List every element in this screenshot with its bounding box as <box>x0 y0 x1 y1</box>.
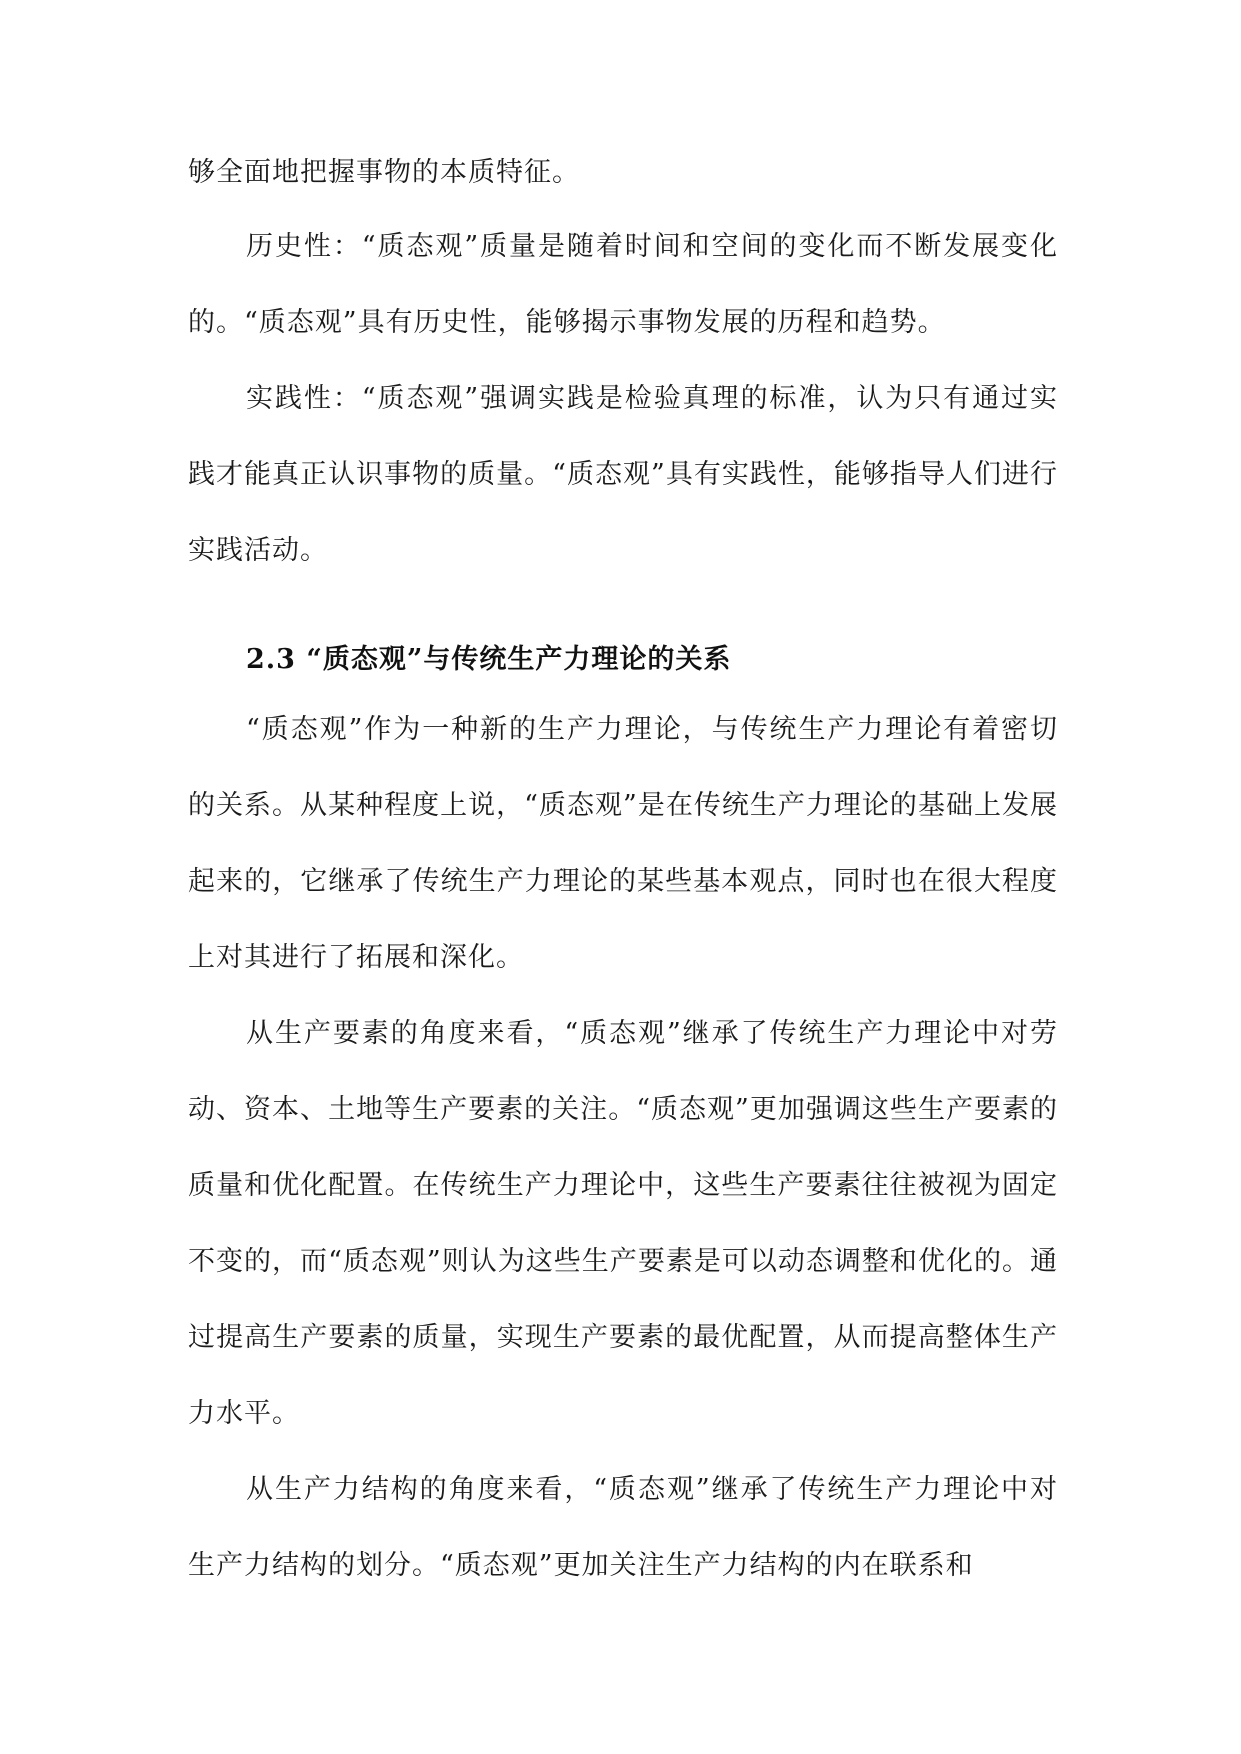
paragraph-historicity: 历史性：“质态观”质量是随着时间和空间的变化而不断发展变化的。“质态观”具有历史性，能够揭示事物发展的历程和趋势。 <box>188 231 1058 338</box>
paragraph-production-factors: 从生产要素的角度来看，“质态观”继承了传统生产力理论中对劳动、资本、土地等生产要素的关注。“质态观”更加强调这些生产要素的质量和优化配置。在传统生产力理论中，这些生产要素往往被视为固定不变的，而“质态观”则认为这些生产要素是可以动态调整和优化的。通过提高生产要素的质量，实现生产要素的最优配置，从而提高整体生产力水平。 <box>188 1018 1058 1429</box>
paragraph-relationship: “质态观”作为一种新的生产力理论，与传统生产力理论有着密切的关系。从某种程度上说，“质态观”是在传统生产力理论的基础上发展起来的，它继承了传统生产力理论的某些基本观点，同时也在很大程度上对其进行了拓展和深化。 <box>188 714 1058 973</box>
section-heading: 2.3 “质态观”与传统生产力理论的关系 <box>246 644 732 675</box>
paragraph-continuation: 够全面地把握事物的本质特征。 <box>188 157 580 188</box>
paragraph-practicality: 实践性：“质态观”强调实践是检验真理的标准，认为只有通过实践才能真正认识事物的质量。“质态观”具有实践性，能够指导人们进行实践活动。 <box>188 383 1058 566</box>
paragraph-productivity-structure: 从生产力结构的角度来看，“质态观”继承了传统生产力理论中对生产力结构的划分。“质态观”更加关注生产力结构的内在联系和 <box>188 1474 1058 1581</box>
